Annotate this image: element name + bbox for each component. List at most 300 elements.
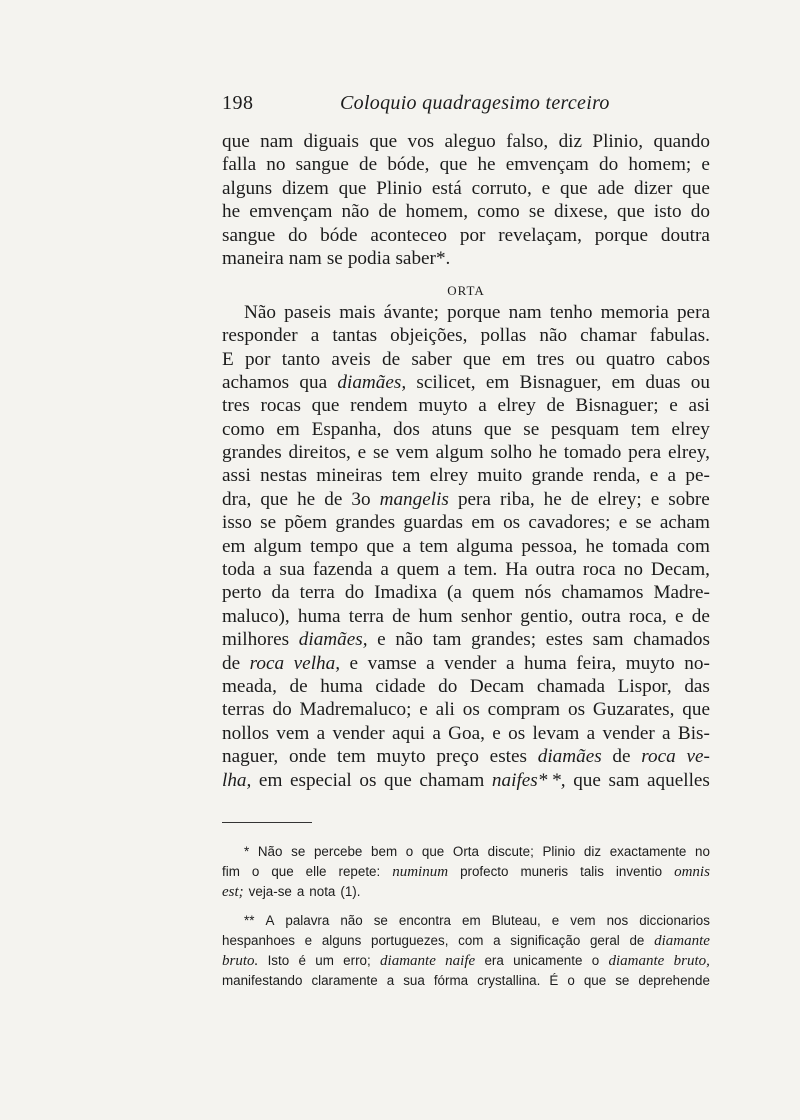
word: responder (222, 325, 298, 347)
word: memoria (600, 301, 669, 323)
word: erro; (343, 953, 371, 968)
word: se (260, 512, 277, 534)
text-line (222, 301, 710, 324)
footnote-rule (222, 822, 312, 823)
word: Bisnaguer, (519, 371, 602, 393)
word: naife (445, 953, 476, 969)
word: os (359, 769, 377, 791)
word: sua (403, 973, 425, 988)
word: não (395, 629, 424, 651)
word: do (690, 201, 710, 223)
word: fazenda (312, 559, 373, 581)
word: estes (489, 746, 527, 768)
word: vender (332, 722, 385, 744)
word: alguns (222, 177, 273, 199)
word: quem (396, 559, 440, 581)
word: Decam, (650, 559, 710, 581)
word: elrey (671, 418, 710, 440)
word: quem (471, 582, 515, 604)
word: hum (418, 605, 453, 627)
word: velha, (293, 652, 341, 674)
word: qua (299, 371, 328, 393)
word: por (459, 224, 486, 246)
word: senhor (460, 605, 513, 627)
word: homem, (405, 201, 468, 223)
word: aqui (391, 722, 426, 744)
word: Espanha, (311, 418, 382, 440)
text-line (222, 675, 710, 698)
word: algum (435, 442, 484, 464)
text-line (222, 558, 710, 581)
word: meada, (222, 675, 277, 697)
word: roca, (628, 605, 667, 627)
text-line (222, 842, 710, 862)
page-header (222, 92, 710, 122)
word: cabos (666, 348, 710, 370)
word: tem (631, 418, 660, 440)
word: cavadores; (528, 512, 611, 534)
text-line (222, 371, 710, 394)
word: que (338, 177, 367, 199)
word: exactamente (609, 844, 687, 859)
word: preço (436, 746, 479, 768)
word: como (222, 418, 265, 440)
word: outra (535, 559, 575, 581)
word: Imadixa (374, 582, 437, 604)
word: tempo (310, 535, 359, 557)
word: do (344, 582, 365, 604)
word: cidade (375, 675, 426, 697)
word: Ha (505, 559, 528, 581)
word: he (543, 488, 562, 510)
word: Bis- (677, 722, 710, 744)
word: diamante (608, 953, 665, 969)
speaker-label: ORTA (447, 283, 485, 299)
word: bóde (320, 224, 358, 246)
word: chamada (536, 675, 605, 697)
word: revelaçam, (498, 224, 582, 246)
word: os (462, 699, 480, 721)
word: e (541, 177, 551, 199)
word: no (266, 154, 286, 176)
word: ou (575, 348, 595, 370)
word: grandes (335, 512, 396, 534)
word: levam (532, 722, 580, 744)
word: alguns (321, 933, 362, 948)
word: sobre (668, 488, 710, 510)
word: significação (510, 933, 581, 948)
word: diamante (654, 933, 710, 949)
word: que (421, 844, 445, 859)
word: A (265, 913, 275, 928)
word: elrey, (668, 442, 710, 464)
word: milhores (222, 629, 290, 651)
word: e (669, 395, 678, 417)
word: aconteceo (370, 224, 448, 246)
word: a (432, 722, 441, 744)
word: muito (477, 465, 523, 487)
word: se (523, 418, 540, 440)
word: e (357, 442, 367, 464)
word: direitos, (288, 442, 351, 464)
word: Plinio (542, 844, 576, 859)
word: guardas (403, 512, 464, 534)
text-line (222, 348, 710, 371)
word: elrey (429, 465, 469, 487)
word: do (288, 224, 308, 246)
word: vamse (367, 652, 417, 674)
word: chamados (633, 629, 710, 651)
word: quatro (606, 348, 656, 370)
word: palavra (285, 913, 330, 928)
text-line (222, 224, 710, 247)
word: rocas (260, 395, 301, 417)
word: nota (309, 884, 336, 899)
text-line (222, 951, 710, 971)
word: porque (594, 224, 649, 246)
word: terras (222, 699, 265, 721)
word: chamar (580, 325, 637, 347)
text-line (222, 441, 710, 464)
word: bruto. (222, 953, 259, 969)
word: das (684, 675, 710, 697)
word: maneira (222, 247, 284, 269)
word: grandes; (471, 629, 537, 651)
word: maluco), (222, 605, 290, 627)
word: vender (602, 722, 655, 744)
word: falso, (506, 131, 549, 152)
word: os (567, 699, 586, 721)
word: o (567, 973, 575, 988)
word: Lispor, (617, 675, 672, 697)
word: e (618, 512, 628, 534)
word: que (682, 177, 710, 199)
word: Plinio, (592, 131, 644, 152)
word: onde (288, 746, 327, 768)
word: Bluteau, (491, 913, 541, 928)
word: nós (524, 582, 552, 604)
word: estes (545, 629, 584, 651)
word: que (369, 131, 398, 152)
text-line (222, 698, 710, 721)
word: põem (284, 512, 328, 534)
word: ávante; (383, 301, 439, 323)
word: hespanhoes (222, 933, 295, 948)
word: de (378, 201, 397, 223)
word: mais (339, 301, 376, 323)
word: bruto, (673, 953, 710, 969)
word: Isto (267, 953, 290, 968)
word: tem. (463, 559, 498, 581)
text-line (222, 200, 710, 223)
word: diamante (380, 953, 436, 969)
word: muneris (520, 864, 569, 879)
word: tomada (612, 535, 669, 557)
word: e (304, 933, 313, 948)
text-line (222, 418, 710, 441)
word: fim (222, 864, 240, 879)
text-line (222, 581, 710, 604)
word: e (650, 488, 660, 510)
word: ** (244, 913, 255, 928)
word: lha, (222, 769, 252, 791)
word: que (260, 488, 289, 510)
word: de (570, 488, 589, 510)
word: he (585, 535, 604, 557)
word: ve- (686, 746, 710, 768)
word: se (373, 913, 388, 928)
word: que (483, 418, 512, 440)
word: sam (592, 629, 624, 651)
word: a (426, 652, 435, 674)
word: diamães, (298, 629, 368, 651)
word: por (244, 348, 271, 370)
word: a (505, 652, 515, 674)
word: portuguezes, (371, 933, 449, 948)
word: ou (690, 371, 710, 393)
word: vender (444, 652, 497, 674)
word: de (612, 746, 631, 768)
text-line (222, 324, 710, 347)
word: inventio (615, 864, 663, 879)
word: que (271, 864, 294, 879)
word: manifestando (222, 973, 303, 988)
word: asi (688, 395, 710, 417)
word: tam (432, 629, 462, 651)
word: dizer (633, 177, 673, 199)
word: a (662, 722, 671, 744)
running-title: Coloquio quadragesimo terceiro (340, 92, 610, 114)
word: pera (628, 442, 662, 464)
text-line (222, 722, 710, 745)
word: elrey; (597, 488, 642, 510)
word: tem (337, 746, 366, 768)
word: os (503, 512, 521, 534)
word: assi (222, 465, 251, 487)
word: compram (487, 699, 561, 721)
word: feira, (576, 652, 617, 674)
word: profecto (460, 864, 509, 879)
word: o (251, 864, 260, 879)
word: * (244, 844, 250, 859)
word: tem (419, 535, 449, 557)
word: que (583, 973, 607, 988)
word: isto (653, 201, 682, 223)
word: naifes* *, (491, 769, 566, 791)
word: como (477, 201, 520, 223)
text-line (222, 511, 710, 534)
word: de (546, 395, 565, 417)
word: mangelis (379, 488, 449, 510)
word: encontra (398, 913, 451, 928)
word: está (431, 177, 462, 199)
word: o (405, 844, 414, 859)
text-line (222, 652, 710, 675)
word: Madre- (653, 582, 710, 604)
word: especial (289, 769, 352, 791)
word: duas (645, 371, 681, 393)
main-text (222, 130, 710, 792)
footnote-2 (222, 911, 710, 991)
word: chamam (419, 769, 485, 791)
word: riba, (500, 488, 535, 510)
word: Goa, (448, 722, 485, 744)
text-line (222, 394, 710, 417)
word: emvençam (505, 154, 589, 176)
word: nam (508, 301, 542, 323)
word: nos (606, 913, 629, 928)
word: sangue (222, 224, 276, 246)
word: he (297, 488, 316, 510)
text-line (222, 464, 710, 487)
word: que (366, 535, 395, 557)
word: (1). (340, 884, 361, 899)
word: que (384, 769, 412, 791)
word: huma (524, 652, 567, 674)
word: a (478, 395, 487, 417)
word: quando (653, 131, 710, 152)
word: no (623, 559, 643, 581)
word: aveis (331, 348, 371, 370)
word: de (222, 652, 241, 674)
word: elrey (497, 395, 536, 417)
word: do (438, 675, 458, 697)
word: perto (222, 582, 262, 604)
word: podia (347, 247, 391, 269)
word: a (310, 325, 320, 347)
word: vem (276, 722, 310, 744)
word: e (701, 154, 710, 176)
word: se (291, 844, 306, 859)
word: Não (257, 844, 283, 859)
word: do (272, 699, 292, 721)
word: discute; (487, 844, 534, 859)
word: diguais (303, 131, 359, 152)
word: e (492, 722, 501, 744)
word: ali (435, 699, 455, 721)
word: bem (371, 844, 398, 859)
word: emvençam (249, 201, 333, 223)
word: mineiras (316, 465, 383, 487)
word: pollas (480, 325, 527, 347)
word: dizem (281, 177, 329, 199)
word: que (463, 348, 491, 370)
text-line (222, 931, 710, 951)
word: com (676, 535, 710, 557)
word: que (222, 131, 250, 152)
text-line (222, 628, 710, 651)
word: nam (260, 131, 294, 152)
paragraph-1 (222, 130, 710, 270)
word: geral (589, 933, 620, 948)
word: dixese, (554, 201, 608, 223)
word: algum (253, 535, 302, 557)
word: he (538, 442, 557, 464)
word: vos (407, 131, 435, 152)
word: he (477, 154, 496, 176)
word: aquelles (647, 769, 710, 791)
word: diccionarios (639, 913, 710, 928)
word: era (484, 953, 504, 968)
word: de (324, 488, 343, 510)
text-line (222, 535, 710, 558)
text-line (222, 745, 710, 768)
word: scilicet, (416, 371, 476, 393)
word: de (382, 348, 401, 370)
word: objeições, (390, 325, 468, 347)
word: Bisnaguer; (575, 395, 659, 417)
word: outra (581, 605, 621, 627)
word: veja-se (248, 884, 292, 899)
word: doutra (660, 224, 710, 246)
word: huma (297, 605, 341, 627)
word: talis (580, 864, 604, 879)
word: se (528, 201, 545, 223)
word: grande (531, 465, 584, 487)
word: tem (391, 465, 421, 487)
word: de (392, 605, 411, 627)
text-line (222, 911, 710, 931)
word: muyto (376, 746, 426, 768)
word: e (675, 605, 684, 627)
word: naguer, (222, 746, 279, 768)
word: grandes (222, 442, 282, 464)
word: he (222, 201, 241, 223)
word: Não (244, 301, 276, 323)
word: achamos (222, 371, 290, 393)
text-line (222, 177, 710, 200)
word: sam (608, 769, 640, 791)
word: dos (393, 418, 420, 440)
word: roca (249, 652, 285, 674)
word: huma (320, 675, 363, 697)
word: isso (222, 512, 252, 534)
word: tomado (563, 442, 622, 464)
word: porque (447, 301, 501, 323)
word: repete: (338, 864, 381, 879)
word: em (258, 769, 283, 791)
word: elle (305, 864, 327, 879)
word: pe- (685, 465, 710, 487)
word: em (501, 348, 526, 370)
word: saber*. (395, 247, 451, 269)
word: tenho (549, 301, 593, 323)
word: de (691, 605, 710, 627)
word: e (419, 699, 428, 721)
word: est; (222, 884, 244, 900)
word: a (447, 559, 456, 581)
word: um (315, 953, 334, 968)
word: não (340, 913, 363, 928)
word: que (559, 177, 588, 199)
word: vem (570, 913, 596, 928)
word: a (586, 722, 596, 744)
word: sua (279, 559, 305, 581)
word: se (635, 512, 652, 534)
text-line (222, 605, 710, 628)
word: de (289, 675, 308, 697)
word: terra (299, 582, 335, 604)
word: chamamos (561, 582, 644, 604)
word: tres (536, 348, 565, 370)
word: a (386, 973, 395, 988)
word: de (629, 933, 645, 948)
word: a (380, 559, 389, 581)
word: diz (583, 844, 602, 859)
word: falla (222, 154, 257, 176)
word: diamães, (337, 371, 407, 393)
word: no- (684, 652, 710, 674)
